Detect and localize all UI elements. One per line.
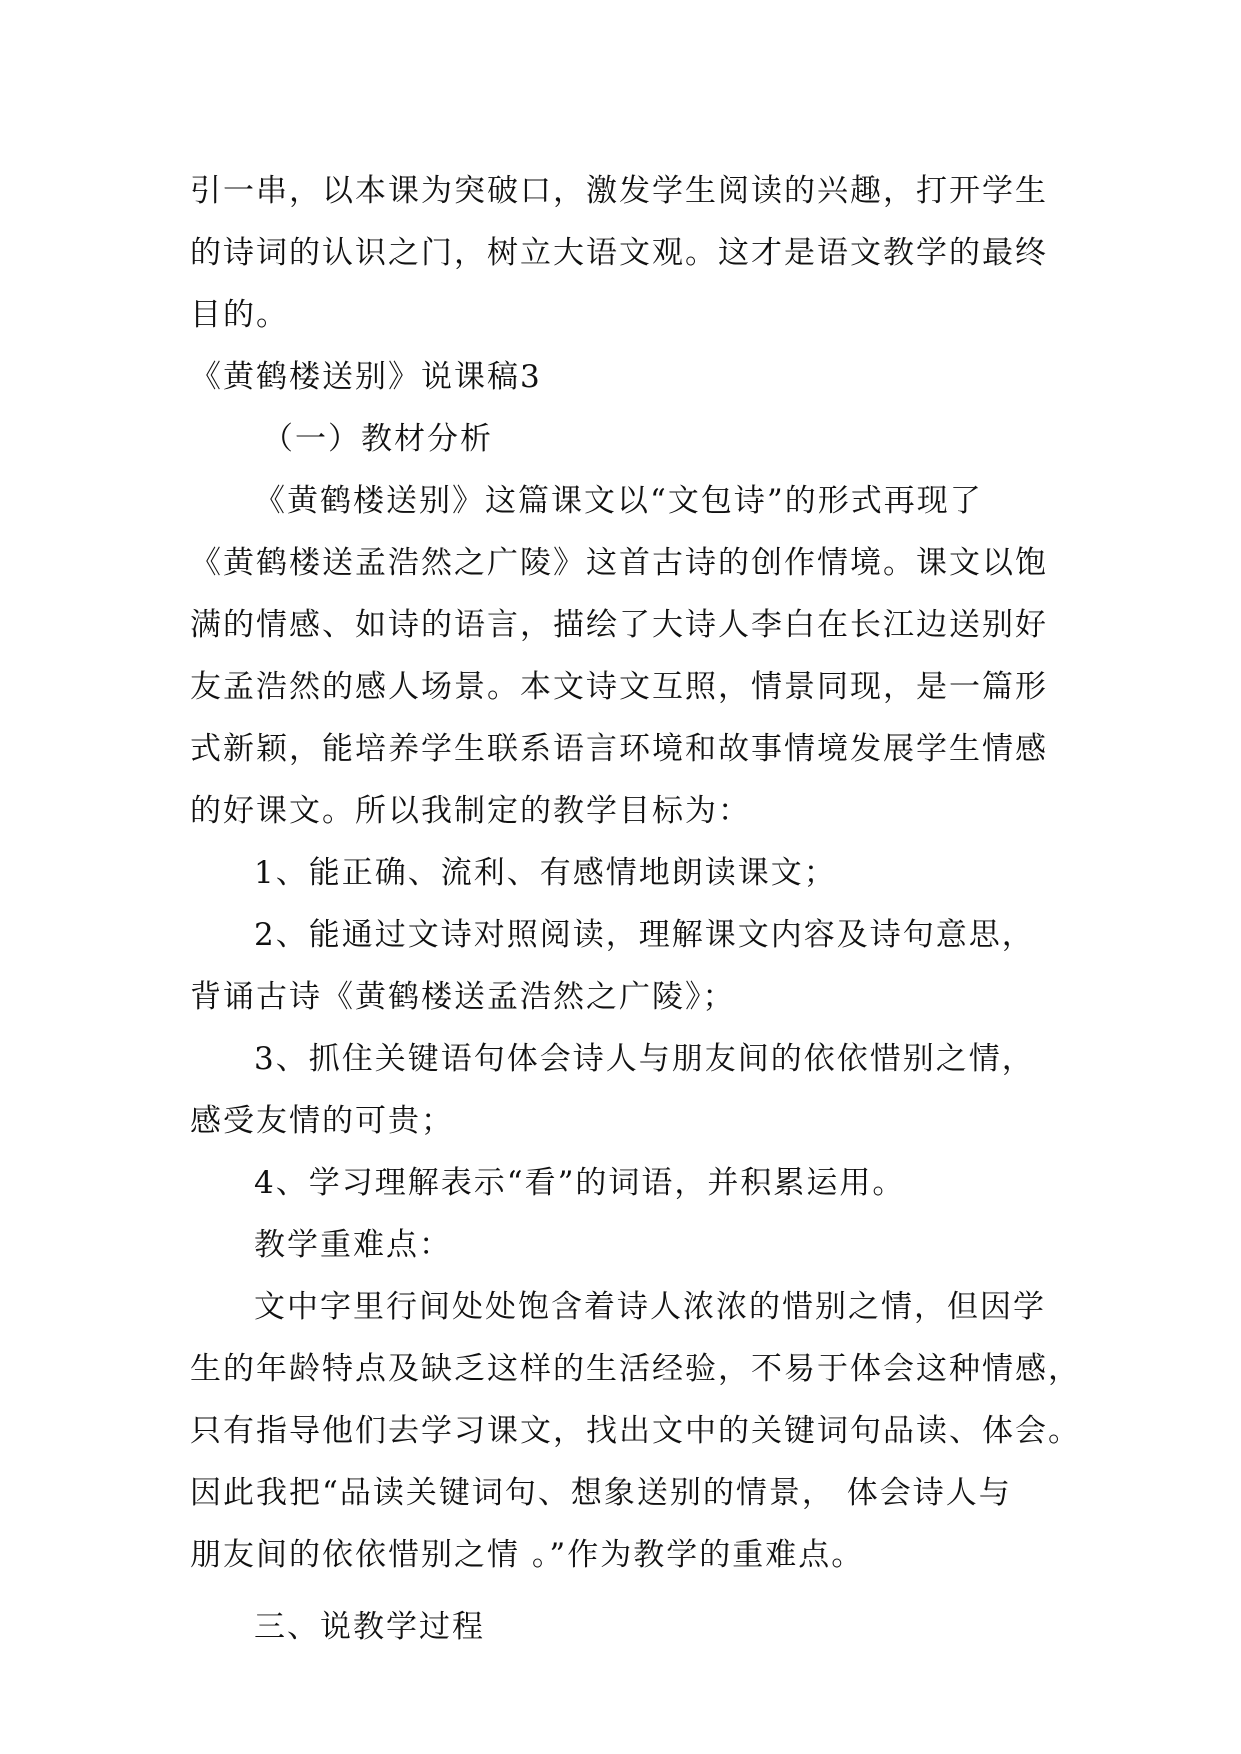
paragraph-line: 只有指导他们去学习课文，找出文中的关键词句品读、体会。	[190, 1413, 1081, 1449]
paragraph-line: 满的情感、如诗的语言，描绘了大诗人李白在长江边送别好	[190, 607, 1048, 643]
paragraph-line: 因此我把“品读关键词句、想象送别的情景， 体会诗人与	[190, 1475, 1012, 1511]
paragraph-line: 生的年龄特点及缺乏这样的生活经验，不易于体会这种情感，	[190, 1351, 1081, 1387]
paragraph-line: 文中字里行间处处饱含着诗人浓浓的惜别之情，但因学	[254, 1289, 1046, 1325]
section-heading: 三、说教学过程	[254, 1609, 485, 1645]
paragraph-line: 的好课文。所以我制定的教学目标为：	[190, 793, 751, 829]
list-item: 2、能通过文诗对照阅读，理解课文内容及诗句意思，	[254, 917, 1035, 953]
list-item-continuation: 感受友情的可贵；	[190, 1103, 454, 1139]
list-item-continuation: 背诵古诗《黄鹤楼送孟浩然之广陵》；	[190, 979, 736, 1015]
document-body	[190, 160, 1081, 1658]
list-item: 3、抓住关键语句体会诗人与朋友间的依依惜别之情，	[254, 1041, 1035, 1077]
paragraph-line: 《黄鹤楼送别》这篇课文以“文包诗”的形式再现了	[254, 483, 983, 519]
paragraph-line: 目的。	[190, 297, 289, 333]
paragraph-line: 朋友间的依依惜别之情 。”作为教学的重难点。	[190, 1537, 865, 1573]
paragraph-line: 友孟浩然的感人场景。本文诗文互照，情景同现，是一篇形	[190, 669, 1048, 705]
subsection-heading: （一）教材分析	[262, 421, 493, 457]
section-title: 《黄鹤楼送别》说课稿3	[190, 359, 542, 395]
paragraph-line: 的诗词的认识之门，树立大语文观。这才是语文教学的最终	[190, 235, 1048, 271]
paragraph-line: 式新颖，能培养学生联系语言环境和故事情境发展学生情感	[190, 731, 1048, 767]
list-item: 4、学习理解表示“看”的词语，并积累运用。	[254, 1165, 906, 1201]
list-item: 1、能正确、流利、有感情地朗读课文；	[254, 855, 837, 891]
subsection-heading: 教学重难点：	[254, 1227, 452, 1263]
paragraph-line: 引一串，以本课为突破口，激发学生阅读的兴趣，打开学生	[190, 173, 1048, 209]
paragraph-line: 《黄鹤楼送孟浩然之广陵》这首古诗的创作情境。课文以饱	[190, 545, 1048, 581]
